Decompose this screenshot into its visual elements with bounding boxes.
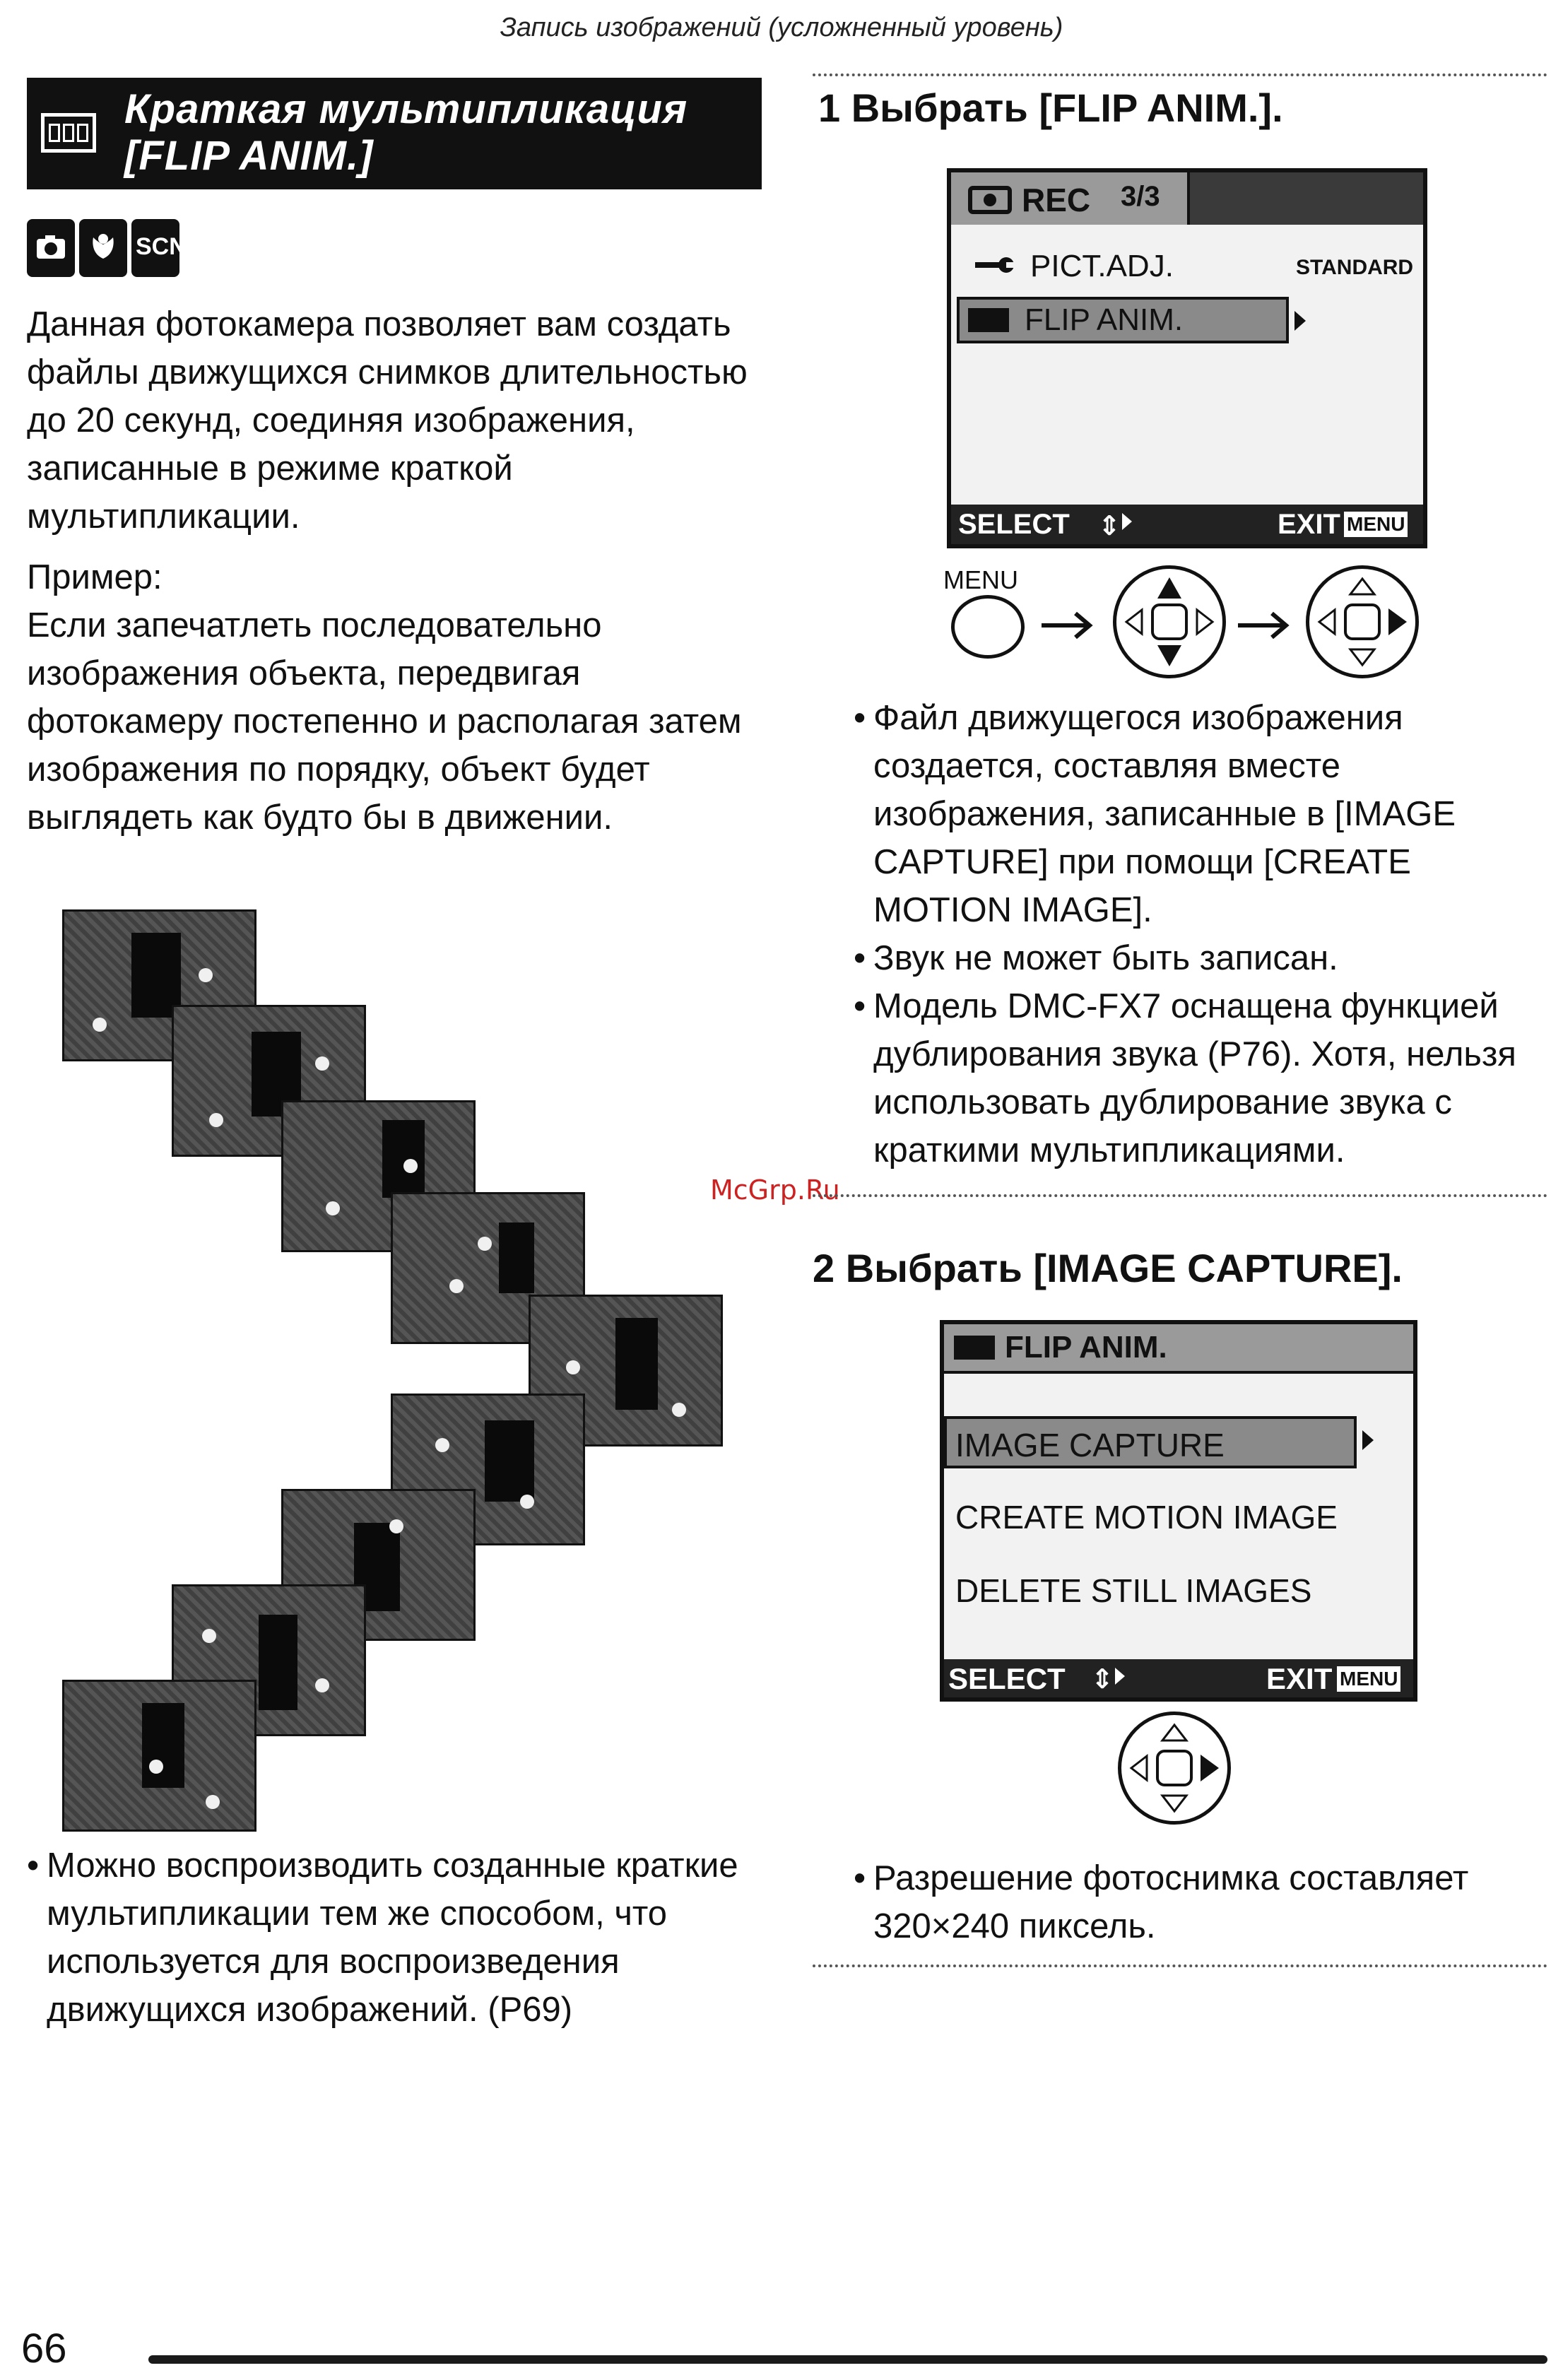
- menu-row-label: FLIP ANIM.: [1025, 302, 1184, 337]
- camera-menu-screen-flip-anim: [940, 1320, 1417, 1702]
- menu-row-image-capture[interactable]: [944, 1416, 1357, 1468]
- menu-button[interactable]: [951, 595, 1025, 659]
- screen-footer: [944, 1659, 1413, 1697]
- step1-note: • Файл движущегося изображения создается, составляя вместе изображения, записанные в [IMAGE CAPTURE] при помощи [CREATE MOTION IMAGE].: [854, 694, 1553, 934]
- footer-select-label: SELECT: [948, 1662, 1066, 1695]
- flip-anim-photo-sequence: [62, 909, 726, 1835]
- step1-title: Выбрать [FLIP ANIM.].: [851, 86, 1283, 130]
- left-note-item: • Можно воспроизводить созданные краткие мультипликации тем же способом, что используется для воспроизведения движущихся изображений. (P69): [27, 1842, 769, 2034]
- then-arrow-icon: [1039, 608, 1097, 643]
- tab-page-indicator: 3/3: [1121, 181, 1160, 212]
- step2-note: • Разрешение фотоснимка составляет 320×240 пиксель.: [854, 1854, 1553, 1950]
- step2-heading: [813, 1245, 1403, 1291]
- screen-title-bar: [944, 1324, 1413, 1374]
- tab-rec-label: REC: [1022, 182, 1091, 218]
- submenu-arrow-icon: [1362, 1430, 1374, 1450]
- running-header: Запись изображений (усложненный уровень): [500, 13, 1063, 42]
- camera-menu-screen-rec: [947, 168, 1427, 548]
- example-paragraph: Если запечатлеть последовательно изображения объекта, передвигая фотокамеру постепенно и располагая затем изображения по порядку, объект будет выглядеть как будто бы в движении.: [27, 606, 742, 837]
- step1-note: • Модель DMC-FX7 оснащена функцией дублирования звука (P76). Хотя, нельзя использовать дублирование звука с краткими мультипликациями.: [854, 982, 1553, 1174]
- flip-anim-icon: [954, 1336, 995, 1360]
- menu-row-label: CREATE MOTION IMAGE: [955, 1499, 1338, 1536]
- camera-icon: [968, 182, 1012, 215]
- intro-paragraph: Данная фотокамера позволяет вам создать файлы движущихся снимков длительностью до 20 секунд, соединяя изображения, записанные в режиме краткой мультипликации.: [27, 305, 748, 536]
- menu-row-label: DELETE STILL IMAGES: [955, 1572, 1312, 1609]
- step1-notes: [854, 694, 1553, 1174]
- right-arrow-icon: [1115, 1668, 1125, 1685]
- mode-icons: [27, 219, 187, 277]
- scene-mode-label: SCN: [136, 233, 187, 260]
- dpad-right[interactable]: [1118, 1712, 1231, 1825]
- sequence-photo: [62, 1680, 256, 1832]
- menu-row-label: PICT.ADJ.: [1030, 249, 1174, 283]
- tab-rec[interactable]: [951, 172, 1190, 225]
- menu-badge: MENU: [1337, 1666, 1400, 1692]
- menu-button-label: MENU: [943, 565, 1018, 594]
- macro-mode-icon: [79, 219, 127, 277]
- footer-bar: [148, 2355, 1547, 2364]
- flip-anim-icon: [968, 308, 1009, 332]
- step2-title: Выбрать [IMAGE CAPTURE].: [845, 1246, 1403, 1290]
- dpad-outline-arrows: [1309, 569, 1415, 675]
- dpad-outline-arrows: [1121, 1715, 1227, 1821]
- menu-row-pict-adj[interactable]: [965, 246, 1414, 288]
- intro-text: [27, 300, 769, 842]
- dpad-up-down[interactable]: [1113, 565, 1226, 678]
- menu-row-delete-still-images[interactable]: [944, 1565, 1396, 1614]
- section-divider: [813, 1194, 1547, 1197]
- menu-row-create-motion-image[interactable]: [944, 1491, 1396, 1540]
- camera-mode-icon: [27, 219, 75, 277]
- section-divider: [813, 1964, 1547, 1967]
- section-title: [124, 86, 688, 179]
- flip-anim-icon: [41, 113, 96, 153]
- menu-row-label: IMAGE CAPTURE: [955, 1427, 1225, 1463]
- footer-exit-label: EXIT: [1266, 1662, 1333, 1695]
- step1-note: • Звук не может быть записан.: [854, 934, 1553, 982]
- step2-number: 2: [813, 1246, 835, 1290]
- wrench-icon: [972, 254, 1016, 276]
- submenu-arrow-icon: [1294, 311, 1306, 331]
- watermark-text: McGrp.Ru: [710, 1174, 840, 1206]
- footer-exit-label: EXIT: [1278, 509, 1340, 540]
- section-title-line2: [FLIP ANIM.]: [124, 133, 374, 179]
- up-down-arrows-icon: ⇕: [1091, 1665, 1114, 1695]
- section-title-line1: Краткая мультипликация: [124, 86, 688, 132]
- up-down-arrows-icon: ⇕: [1098, 512, 1121, 541]
- step1-number: 1: [818, 86, 841, 130]
- dpad-outline-arrows: [1116, 569, 1222, 675]
- menu-row-value: STANDARD: [1296, 256, 1414, 279]
- then-arrow-icon: [1235, 608, 1293, 643]
- screen-title: FLIP ANIM.: [1005, 1330, 1167, 1365]
- menu-badge: MENU: [1344, 512, 1408, 537]
- right-arrow-icon: [1122, 513, 1132, 530]
- section-divider: [813, 73, 1547, 76]
- section-title-box: [27, 78, 762, 189]
- left-note: [27, 1842, 769, 2034]
- footer-select-label: SELECT: [958, 509, 1070, 540]
- dpad-right[interactable]: [1306, 565, 1419, 678]
- step1-heading: [818, 85, 1283, 131]
- menu-row-flip-anim[interactable]: [957, 297, 1289, 343]
- screen-footer: [951, 505, 1423, 544]
- scene-mode-icon: [131, 219, 187, 277]
- example-label: Пример:: [27, 558, 163, 596]
- step2-notes: [854, 1854, 1553, 1950]
- page-number: 66: [21, 2326, 67, 2372]
